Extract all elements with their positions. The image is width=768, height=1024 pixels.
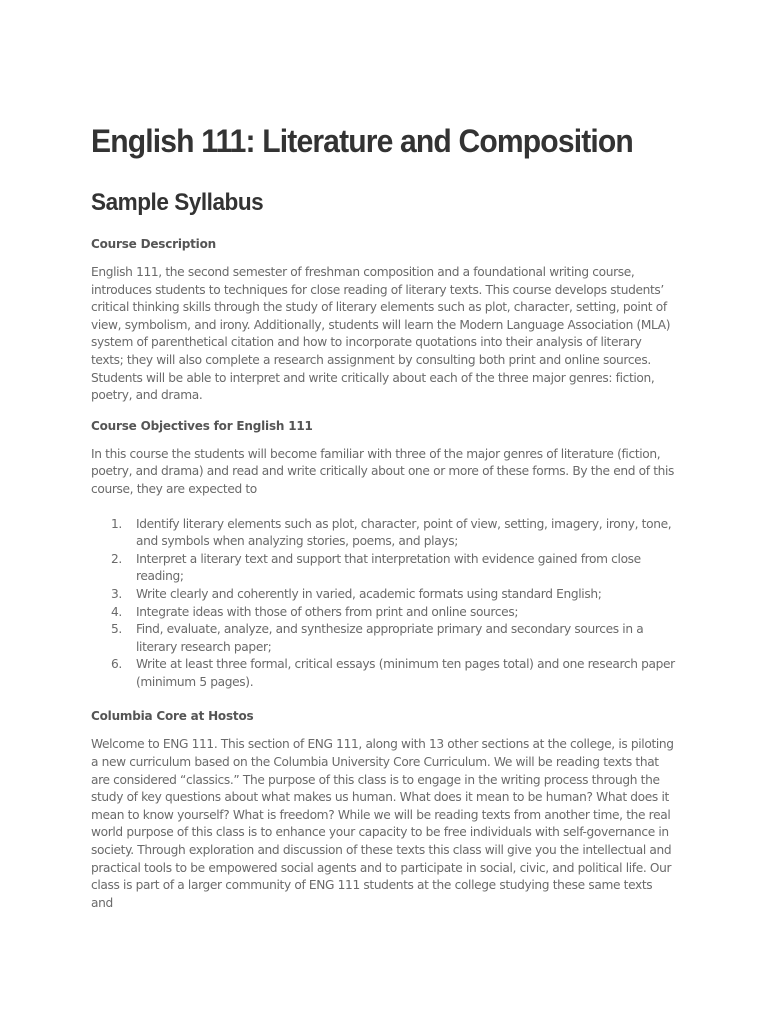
- list-item-number: 4.: [111, 604, 122, 619]
- list-item-number: 2.: [111, 551, 122, 566]
- list-item: [91, 516, 676, 551]
- page-subtitle: Sample Syllabus: [91, 189, 264, 216]
- list-item-text: Write at least three formal, critical essays (minimum ten pages total) and one research paper (minimum 5 pages).: [136, 657, 675, 689]
- list-item: [91, 551, 676, 586]
- list-item-number: 6.: [111, 657, 122, 672]
- list-item: [91, 604, 676, 622]
- list-item-text: Integrate ideas with those of others from print and online sources;: [136, 604, 519, 619]
- list-item-text: Interpret a literary text and support that interpretation with evidence gained from close reading;: [136, 551, 641, 584]
- list-item-number: 5.: [111, 622, 122, 637]
- list-item: [91, 586, 676, 604]
- page-title: English 111: Literature and Composition: [91, 123, 633, 159]
- course-description-heading: Course Description: [91, 237, 216, 251]
- columbia-core-heading: Columbia Core at Hostos: [91, 709, 254, 724]
- list-item-text: Identify literary elements such as plot, character, point of view, setting, imagery, irony, tone, and symbols when analyzing stories, poems, and plays;: [136, 516, 672, 549]
- list-item-text: Write clearly and coherently in varied, academic formats using standard English;: [136, 586, 602, 601]
- list-item: [91, 621, 676, 656]
- list-item: [91, 656, 676, 691]
- list-item-number: 3.: [111, 586, 122, 601]
- list-item-text: Find, evaluate, analyze, and synthesize appropriate primary and secondary sources in a literary research paper;: [136, 622, 644, 654]
- objectives-list: [91, 516, 676, 692]
- course-description-text: English 111, the second semester of freshman composition and a foundational writing course, introduces students to techniques for close reading of literary texts. This course develops students’ critical thinking skills through the study of literary elements such as plot, character, setting, point of view, symbolism, and irony. Additionally, students will learn the Modern Language Association (MLA) system of parenthetical citation and how to incorporate quotations into their analysis of literary texts; they will also complete a research assignment by consulting both print and online sources. Students will be able to interpret and write critically about each of the three major genres: fiction, poetry, and drama.: [91, 265, 671, 403]
- course-objectives-heading: Course Objectives for English 111: [91, 418, 313, 433]
- list-item-number: 1.: [111, 516, 122, 531]
- course-objectives-intro: In this course the students will become familiar with three of the major genres of literature (fiction, poetry, and drama) and read and write critically about one or more of these forms. By the end of this course, they are expected to: [91, 446, 675, 496]
- columbia-core-text: Welcome to ENG 111. This section of ENG 111, along with 13 other sections at the college, is piloting a new curriculum based on the Columbia University Core Curriculum. We will be reading texts that are considered “classics.” The purpose of this class is to engage in the writing process through the study of key questions about what makes us human. What does it mean to be human? What does it mean to know yourself? What is freedom? While we will be reading texts from another time, the real world purpose of this class is to enhance your capacity to be free individuals with self-governance in society. Through exploration and discussion of these texts this class will give you the intellectual and practical tools to be empowered social agents and to participate in social, civic, and political life. Our class is part of a larger community of ENG 111 students at the college studying these same texts and: [91, 737, 674, 910]
